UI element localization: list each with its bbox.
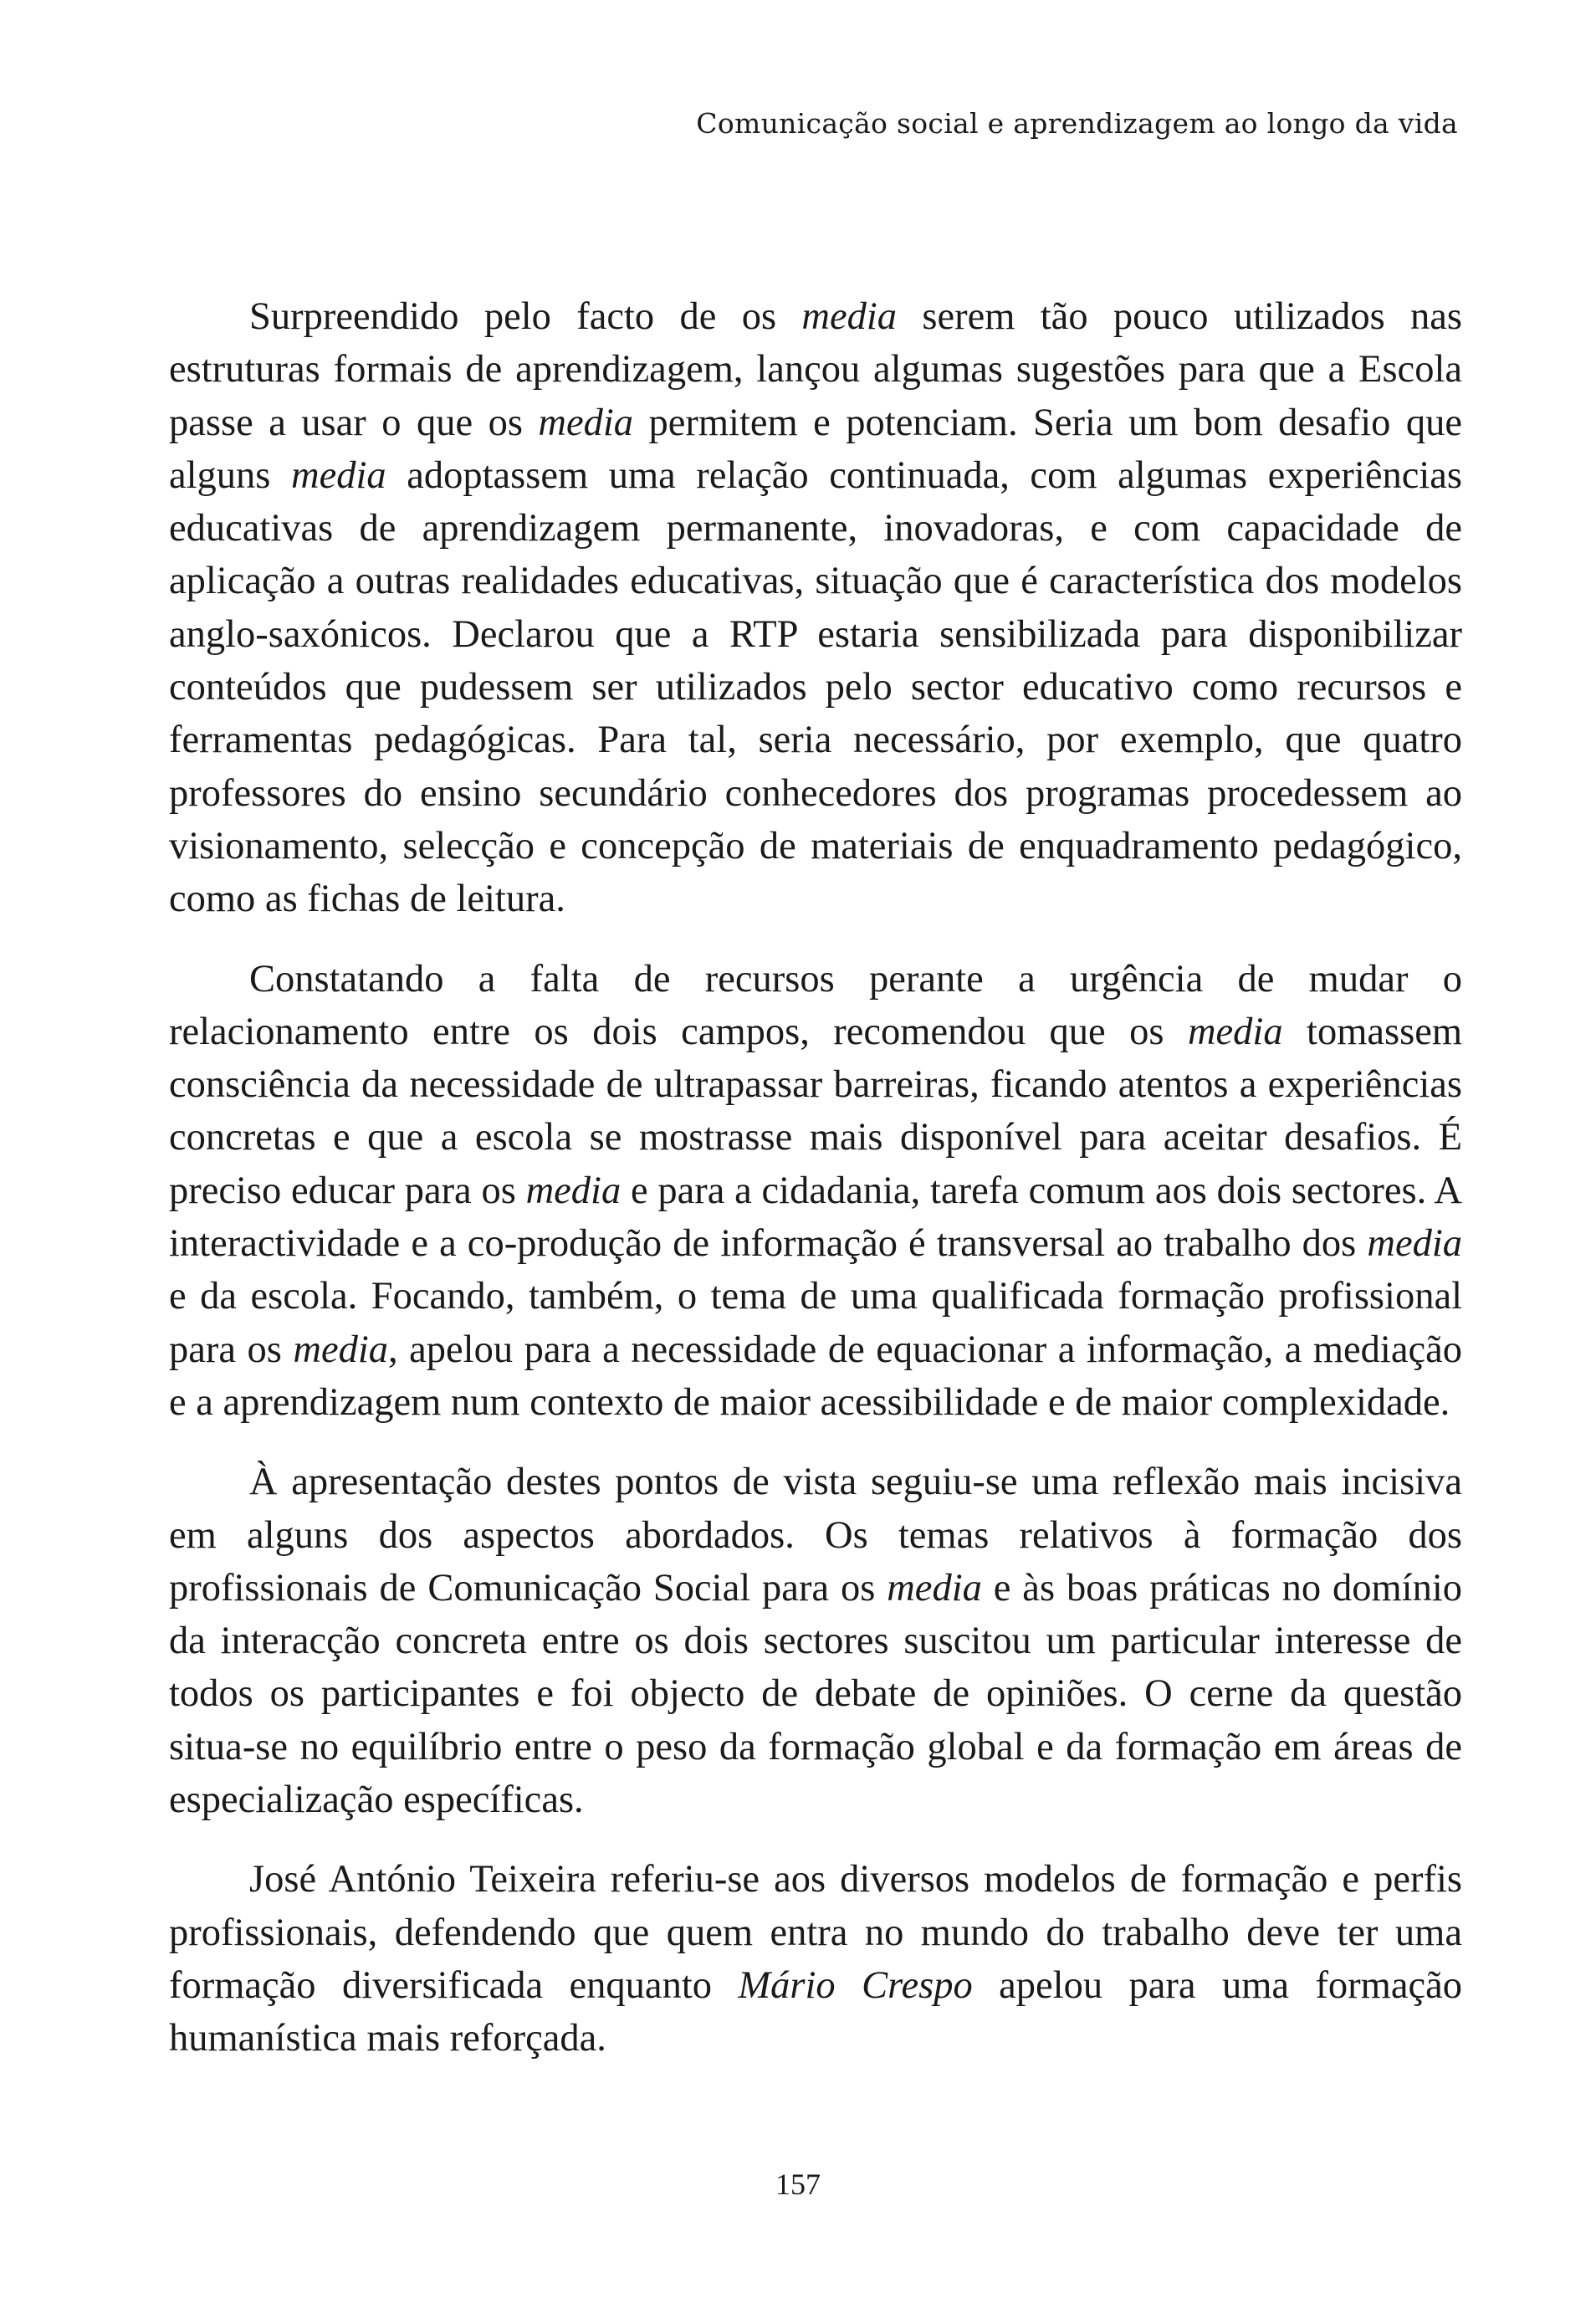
italic-text-run: media	[1187, 1010, 1283, 1053]
page-body	[169, 290, 1462, 2092]
text-run: e às boas práticas no domínio da interacção concreta entre os dois sectores suscitou um particular interesse de todos os participantes e foi objecto de debate de opiniões. O cerne da questão situa-se no equilíbrio entre o peso da formação global e da formação em áreas de especialização específicas.	[169, 1566, 1462, 1822]
running-header: Comunicação social e aprendizagem ao longo da vida	[696, 107, 1458, 140]
page-number: 157	[775, 2167, 821, 2201]
text-run: tomassem consciência da necessidade de ultrapassar barreiras, ficando atentos a experiências concretas e que a escola se mostrasse mais disponível para aceitar desafios. É preciso educar para os	[169, 1010, 1462, 1212]
body-paragraph	[169, 290, 1462, 926]
italic-text-run: media	[538, 401, 634, 444]
text-run: permitem e potenciam. Seria um bom desafio que alguns	[169, 401, 1462, 497]
italic-text-run: media	[291, 453, 386, 497]
text-run: Constatando a falta de recursos perante a urgência de mudar o relacionamento entre os dois campos, recomendou que os	[169, 957, 1462, 1053]
italic-text-run: media	[1367, 1222, 1462, 1266]
italic-text-run: media	[293, 1328, 389, 1371]
text-run: adoptassem uma relação continuada, com algumas experiências educativas de aprendizagem permanente, inovadoras, e com capacidade de aplicação a outras realidades educativas, situação que é característica dos modelos anglo-saxónicos. Declarou que a RTP estaria sensibilizada para disponibilizar conteúdos que pudessem ser utilizados pelo sector educativo como recursos e ferramentas pedagógicas. Para tal, seria necessário, por exemplo, que quatro professores do ensino secundário conhecedores dos programas procedessem ao visionamento, selecção e concepção de materiais de enquadramento pedagógico, como as fichas de leitura.	[169, 453, 1462, 921]
italic-text-run: media	[801, 295, 898, 338]
body-paragraph	[169, 1456, 1462, 1826]
italic-text-run: Mário Crespo	[738, 1963, 973, 2007]
text-run: serem tão pouco utilizados nas estruturas formais de aprendizagem, lançou algumas sugestões para que a Escola passe a usar o que os	[169, 295, 1462, 444]
text-run: e para a cidadania, tarefa comum aos dois sectores. A interactividade e a co-produção de informação é transversal ao trabalho dos	[169, 1169, 1462, 1266]
text-run: , apelou para a necessidade de equacionar a informação, a mediação e a aprendizagem num contexto de maior acessibilidade e de maior complexidade.	[169, 1328, 1462, 1424]
body-paragraph	[169, 1853, 1462, 2065]
text-run: Surpreendido pelo facto de os	[249, 295, 802, 338]
text-run: À apresentação destes pontos de vista seguiu-se uma reflexão mais incisiva em alguns dos aspectos abordados. Os temas relativos à formação dos profissionais de Comunicação Social para os	[169, 1461, 1462, 1610]
italic-text-run: media	[525, 1169, 622, 1212]
body-paragraph	[169, 953, 1462, 1430]
text-run: apelou para uma formação humanística mais reforçada.	[169, 1963, 1462, 2060]
text-run: e da escola. Focando, também, o tema de uma qualificada formação profissional para os	[169, 1275, 1462, 1371]
italic-text-run: media	[887, 1566, 982, 1610]
text-run: José António Teixeira referiu-se aos diversos modelos de formação e perfis profissionais, defendendo que quem entra no mundo do trabalho deve ter uma formação diversificada enquanto	[169, 1858, 1462, 2007]
